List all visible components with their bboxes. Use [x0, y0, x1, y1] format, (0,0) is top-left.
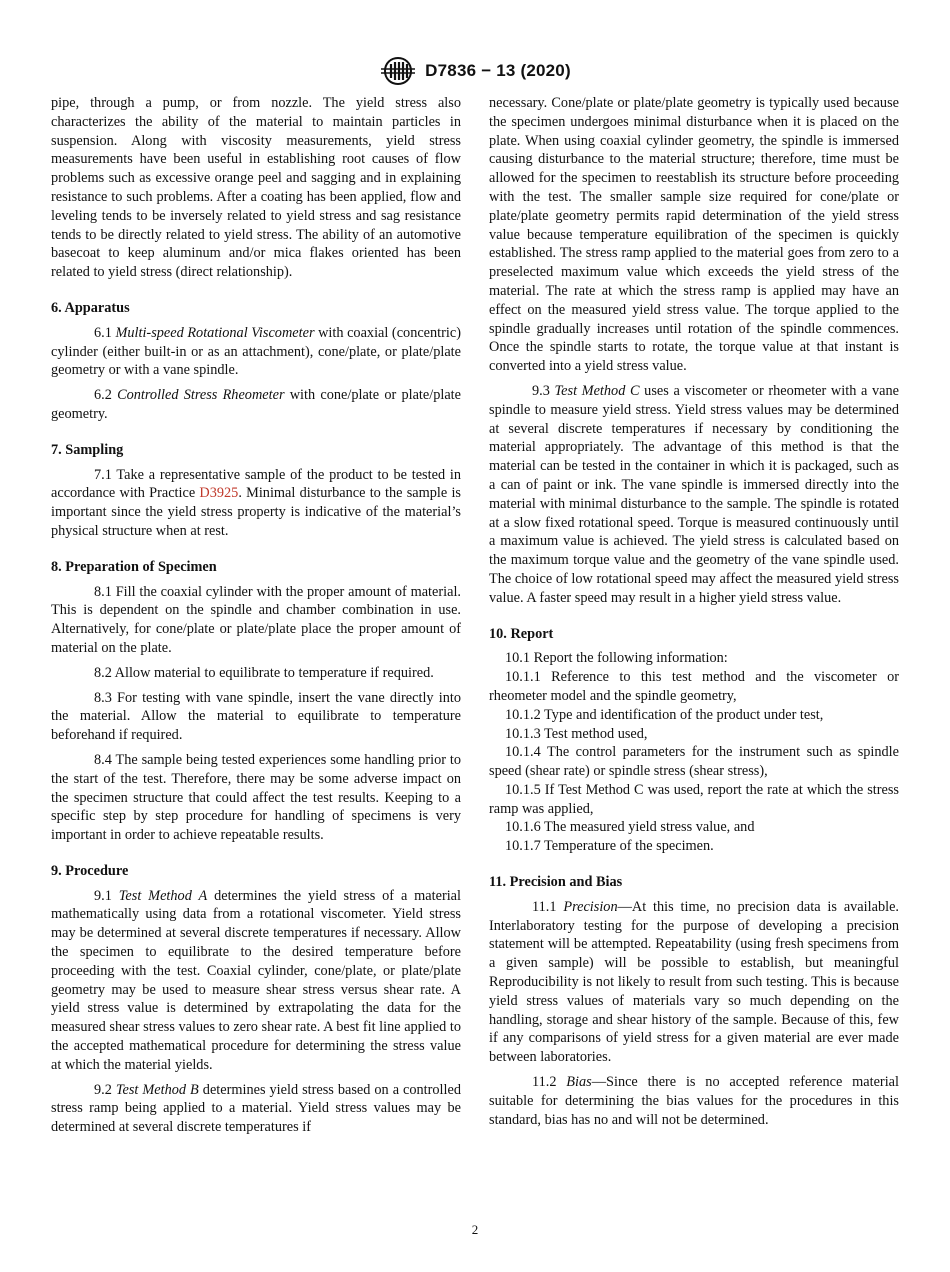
section-heading-sampling: 7. Sampling	[51, 441, 124, 458]
right-column	[489, 94, 899, 1135]
page-number: 2	[471, 1222, 479, 1237]
paragraph-8-2: 8.2 Allow material to equilibrate to temperature if required.	[94, 664, 434, 681]
standard-designation: D7836 − 13 (2020)	[425, 61, 571, 80]
link-d3925[interactable]: D3925	[199, 485, 239, 502]
paragraph-6-2: 6.2 Controlled Stress Rheometer with cone/plate or plate/plate geometry.	[51, 387, 461, 422]
page-header	[0, 54, 950, 88]
report-item: 10.1.5 If Test Method C was used, report the rate at which the stress ramp was applied,	[489, 781, 899, 817]
report-item: 10.1.7 Temperature of the specimen.	[505, 838, 714, 855]
continued-paragraph-right: necessary. Cone/plate or plate/plate geometry is typically used because the specimen undergoes minimal disturbance when it is placed on the plate. When using coaxial cylinder geometry, the spindle is immersed causing disturbance to the material structure; therefore, time must be allowed for the specimen to reestablish its structure before proceeding with the test. The smaller sample size required for cone/plate or plate/plate geometry permits rapid determination of the yield stress value because temperature equilibration of the specimen is quickly established. The stress ramp applied to the material goes from zero to a preselected maximum value which exceeds the yield stress of the material. The rate at which the stress ramp is applied may have an effect on the measured yield stress value. The torque applied to the spindle gradually increases until rotation of the spindle commences. Once the spindle starts to rotate, the torque value at that instant is converted into a yield stress value.	[489, 95, 899, 375]
report-item: 10.1 Report the following information:	[505, 650, 728, 667]
paragraph-6-1: 6.1 Multi-speed Rotational Viscometer with coaxial (concentric) cylinder (either built-in or as an attachment), cone/plate, or plate/plate geometry or with a vane spindle.	[51, 324, 461, 379]
astm-logo-icon	[379, 56, 417, 86]
continued-paragraph: pipe, through a pump, or from nozzle. The yield stress also characterizes the ability of the material to maintain particles in suspension. Along with viscosity measurements, yield stress measurements have been useful in establishing root causes of flow problems such as excessive orange peel and sagging and in explaining resistance to such problems. After a coating has been applied, flow and leveling tends to be inversely related to yield stress and sag resistance tends to be directly related to yield stress. The ability of an automotive basecoat to keep aluminum and/or mica flakes oriented has been related to yield stress (direct relationship).	[51, 95, 461, 281]
paragraph-11-1: 11.1 Precision—At this time, no precision data is available. Interlaboratory testing for the purpose of developing a precision statement will be attempted. Repeatability (using fresh specimens from a given sample) will be possible to establish, but meaningful Reproducibility is not likely to result from such testing. This is because yield stress values of materials vary so much depending on the handling, storage and shear history of the sample. Because of this, few if any comparisons of yield stress for a given material are ever made between laboratories.	[489, 898, 899, 1066]
paragraph-8-3: 8.3 For testing with vane spindle, insert the vane directly into the material. Allow the material to equilibrate to temperature beforehand if required.	[51, 689, 461, 744]
section-heading-precision-bias: 11. Precision and Bias	[489, 874, 623, 891]
paragraph-7-1: 7.1 Take a representative sample of the product to be tested in accordance with Practice D3925. Minimal disturbance to the sample is important since the yield stress property is indicative of the material’s physical structure when at rest.	[51, 466, 461, 539]
report-item: 10.1.1 Reference to this test method and the viscometer or rheometer model and the spindle geometry,	[489, 669, 899, 704]
report-item: 10.1.3 Test method used,	[505, 725, 648, 742]
paragraph-11-2: 11.2 Bias—Since there is no accepted reference material suitable for determining the bias values for the procedures in this standard, bias has no and will not be determined.	[489, 1074, 899, 1128]
paragraph-8-4: 8.4 The sample being tested experiences some handling prior to the start of the test. Therefore, there may be some adverse impact on the specimen structure that could affect the test results. Keeping to a specific step by step procedure for handling of specimens is very important in order to achieve repeatable results.	[51, 751, 461, 844]
paragraph-9-3: 9.3 Test Method C uses a viscometer or rheometer with a vane spindle to measure yield stress. Yield stress values may be determined at several discrete temperatures if necessary by conditioning the material appropriately. The advantage of this method is that the material can be tested in the container in which it is packaged, such as a can of paint or ink. The vane spindle is immersed directly into the material with minimal disturbance to the sample. The spindle is rotated at a slow fixed rotational speed. Torque is measured continuously until a maximum value is achieved. The yield stress is calculated based on the maximum torque value and the geometry of the vane spindle used. The choice of low rotational speed may affect the measured yield stress value. A faster speed may result in a higher yield stress value.	[489, 382, 899, 606]
section-heading-procedure: 9. Procedure	[51, 862, 129, 879]
paragraph-9-1: 9.1 Test Method A determines the yield stress of a material mathematically using data from a rotational viscometer. Yield stress may be determined at several discrete temperatures if necessary. Allow the specimen to equilibrate to the desired temperature before proceeding with the test. Coaxial cylinder, cone/plate, or plate/plate geometry may be used to measure shear stress versus shear rate. A yield stress value is determined by extrapolating the data for the measured shear stress values to zero shear rate. A best fit line applied to the accepted mathematical procedure for determining the stress value at which the material yields.	[51, 887, 462, 1073]
report-item: 10.1.2 Type and identification of the product under test,	[505, 706, 824, 723]
paragraph-9-2: 9.2 Test Method B determines yield stress based on a controlled stress ramp being applied to a material. Yield stress values may be determined at several discrete temperatures if	[51, 1081, 461, 1136]
section-heading-report: 10. Report	[489, 625, 554, 642]
report-item: 10.1.6 The measured yield stress value, and	[505, 819, 755, 836]
section-heading-apparatus: 6. Apparatus	[51, 299, 130, 316]
report-item: 10.1.4 The control parameters for the instrument such as spindle speed (shear rate) or spindle stress (shear stress),	[489, 744, 899, 780]
left-column	[51, 94, 461, 1143]
section-heading-preparation: 8. Preparation of Specimen	[51, 558, 217, 575]
paragraph-8-1: 8.1 Fill the coaxial cylinder with the proper amount of material. This is dependent on the spindle and chamber combination in use. Alternatively, for cone/plate or plate/plate place the proper amount of material on the plate.	[51, 583, 461, 656]
